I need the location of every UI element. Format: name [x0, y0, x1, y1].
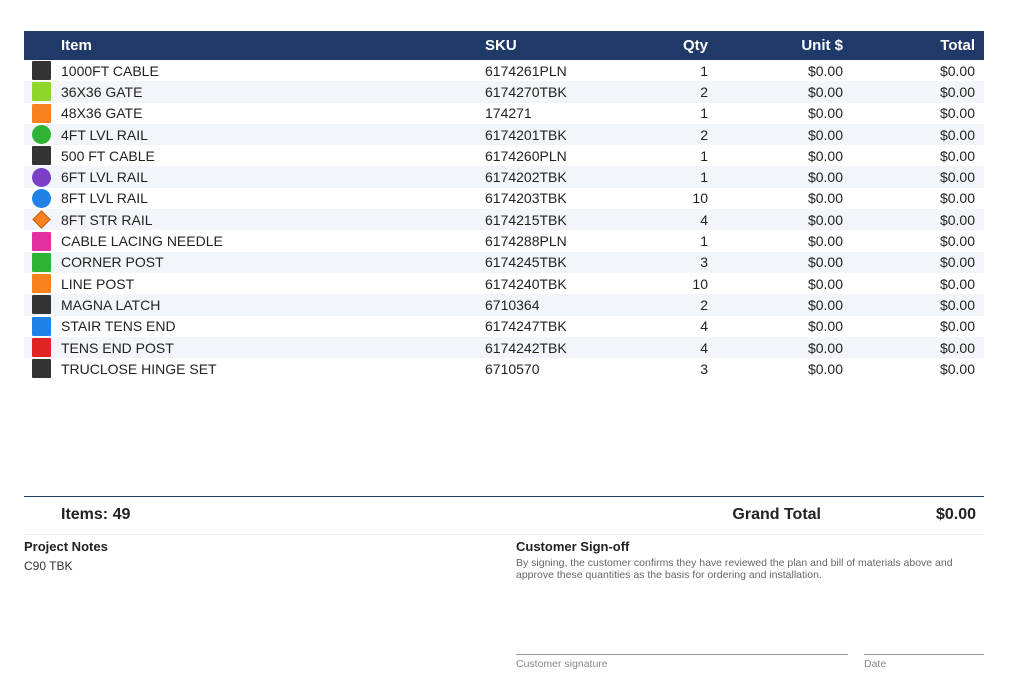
signoff-title: Customer Sign-off — [516, 539, 630, 554]
table-row — [24, 103, 984, 124]
sku-cell: 6174261PLN — [485, 62, 567, 79]
unit-price-column-header: Unit $ — [716, 31, 852, 60]
item-column-header: Item — [61, 31, 485, 60]
square-swatch-icon — [32, 274, 51, 293]
swatch-cell — [24, 60, 61, 81]
sku-cell: 6174260PLN — [485, 147, 567, 164]
qty-cell: 1 — [700, 62, 708, 79]
table-row — [24, 358, 984, 379]
item-cell: CABLE LACING NEEDLE — [61, 233, 223, 250]
qty-cell: 2 — [617, 81, 716, 102]
signoff-text: By signing, the customer confirms they have reviewed the plan and bill of materials above and approve these quantities as the basis for ordering and installation. — [516, 557, 953, 581]
swatch-cell — [24, 81, 61, 102]
total-cell: $0.00 — [939, 275, 975, 292]
qty-cell: 1 — [700, 105, 708, 122]
qty-cell: 1 — [617, 166, 716, 187]
square-swatch-icon — [32, 338, 51, 357]
square-swatch-icon — [32, 295, 51, 314]
unit-price-cell: $0.00 — [807, 147, 843, 164]
item-cell: 36X36 GATE — [61, 81, 485, 102]
total-cell: $0.00 — [852, 337, 984, 358]
sku-cell: 6174288PLN — [485, 233, 567, 250]
qty-cell: 4 — [617, 209, 716, 230]
total-cell: $0.00 — [939, 105, 975, 122]
qty-cell: 4 — [700, 318, 708, 335]
signature-label: Customer signature — [516, 658, 608, 670]
total-cell: $0.00 — [852, 209, 984, 230]
square-swatch-icon — [32, 232, 51, 251]
qty-column-header: Qty — [617, 31, 716, 60]
swatch-cell — [24, 124, 61, 145]
unit-price-cell: $0.00 — [716, 209, 852, 230]
unit-price-cell: $0.00 — [807, 318, 843, 335]
sku-cell: 6174247TBK — [485, 318, 567, 335]
total-cell: $0.00 — [939, 233, 975, 250]
signature-line[interactable] — [516, 654, 848, 655]
date-label: Date — [864, 658, 887, 670]
sku-cell: 6174201TBK — [485, 124, 617, 145]
qty-cell: 1 — [700, 147, 708, 164]
summary-divider — [24, 496, 984, 497]
swatch-cell — [24, 209, 61, 230]
item-cell: 8FT STR RAIL — [61, 209, 485, 230]
qty-cell: 2 — [617, 124, 716, 145]
unit-price-cell: $0.00 — [807, 190, 843, 207]
item-cell: TRUCLOSE HINGE SET — [61, 360, 217, 377]
sku-cell: 174271 — [485, 105, 532, 122]
total-cell: $0.00 — [939, 360, 975, 377]
total-column-header: Total — [852, 31, 984, 60]
square-swatch-icon — [32, 253, 51, 272]
project-notes-title: Project Notes — [24, 539, 108, 554]
item-cell: STAIR TENS END — [61, 318, 176, 335]
sku-cell: 6174270TBK — [485, 81, 617, 102]
sku-cell: 6174242TBK — [485, 337, 617, 358]
sku-cell: 6174202TBK — [485, 166, 617, 187]
table-row — [24, 188, 984, 209]
swatch-cell — [24, 103, 61, 124]
qty-cell: 4 — [617, 337, 716, 358]
circle-swatch-icon — [32, 189, 51, 208]
item-cell: 6FT LVL RAIL — [61, 166, 485, 187]
grand-total-value: $0.00 — [935, 506, 976, 523]
date-line[interactable] — [864, 654, 984, 655]
total-cell: $0.00 — [852, 252, 984, 273]
table-row — [24, 252, 984, 273]
total-cell: $0.00 — [852, 294, 984, 315]
unit-price-cell: $0.00 — [716, 81, 852, 102]
table-row — [24, 60, 984, 81]
circle-swatch-icon — [32, 168, 51, 187]
qty-cell: 3 — [617, 252, 716, 273]
swatch-cell — [24, 230, 61, 251]
unit-price-cell: $0.00 — [807, 62, 843, 79]
table-row — [24, 337, 984, 358]
sku-cell: 6710364 — [485, 294, 617, 315]
total-cell: $0.00 — [852, 166, 984, 187]
unit-price-cell: $0.00 — [716, 252, 852, 273]
unit-price-cell: $0.00 — [716, 294, 852, 315]
sku-cell: 6174240TBK — [485, 275, 567, 292]
swatch-cell — [24, 358, 61, 379]
swatch-cell — [24, 273, 61, 294]
sku-cell: 6710570 — [485, 360, 540, 377]
swatch-cell — [24, 166, 61, 187]
item-cell: MAGNA LATCH — [61, 294, 485, 315]
square-swatch-icon — [32, 317, 51, 336]
square-swatch-icon — [32, 104, 51, 123]
square-swatch-icon — [32, 61, 51, 80]
table-row — [24, 166, 984, 187]
swatch-cell — [24, 188, 61, 209]
total-cell: $0.00 — [939, 190, 975, 207]
swatch-header — [24, 31, 61, 60]
swatch-cell — [24, 316, 61, 337]
item-cell: 48X36 GATE — [61, 105, 143, 122]
square-swatch-icon — [32, 82, 51, 101]
sku-cell: 6174245TBK — [485, 252, 617, 273]
unit-price-cell: $0.00 — [716, 337, 852, 358]
item-count: Items: 49 — [61, 506, 131, 523]
unit-price-cell: $0.00 — [807, 275, 843, 292]
sku-column-header: SKU — [485, 31, 617, 60]
qty-cell: 2 — [617, 294, 716, 315]
item-cell: TENS END POST — [61, 337, 485, 358]
square-swatch-icon — [32, 359, 51, 378]
total-cell: $0.00 — [852, 81, 984, 102]
grand-total-label: Grand Total — [732, 506, 821, 523]
item-cell: 4FT LVL RAIL — [61, 124, 485, 145]
item-cell: 8FT LVL RAIL — [61, 190, 148, 207]
table-row — [24, 81, 984, 102]
total-cell: $0.00 — [939, 62, 975, 79]
unit-price-cell: $0.00 — [716, 166, 852, 187]
circle-swatch-icon — [32, 125, 51, 144]
square-swatch-icon — [32, 146, 51, 165]
item-cell: LINE POST — [61, 275, 135, 292]
qty-cell: 10 — [692, 190, 708, 207]
project-notes-text: C90 TBK — [24, 559, 73, 573]
table-row — [24, 230, 984, 251]
qty-cell: 10 — [692, 275, 708, 292]
item-cell: CORNER POST — [61, 252, 485, 273]
swatch-cell — [24, 252, 61, 273]
sku-cell: 6174203TBK — [485, 190, 567, 207]
table-row — [24, 273, 984, 294]
diamond-swatch-icon — [32, 211, 50, 229]
item-cell: 500 FT CABLE — [61, 147, 155, 164]
swatch-cell — [24, 145, 61, 166]
unit-price-cell: $0.00 — [807, 233, 843, 250]
total-cell: $0.00 — [939, 147, 975, 164]
table-row — [24, 209, 984, 230]
item-cell: 1000FT CABLE — [61, 62, 159, 79]
swatch-cell — [24, 294, 61, 315]
table-row — [24, 316, 984, 337]
total-cell: $0.00 — [852, 124, 984, 145]
total-cell: $0.00 — [939, 318, 975, 335]
qty-cell: 1 — [700, 233, 708, 250]
table-row — [24, 294, 984, 315]
summary-row — [24, 502, 984, 535]
table-row — [24, 145, 984, 166]
bill-of-materials-table — [24, 31, 984, 379]
table-header-row — [24, 31, 984, 60]
sku-cell: 6174215TBK — [485, 209, 617, 230]
unit-price-cell: $0.00 — [716, 124, 852, 145]
qty-cell: 3 — [700, 360, 708, 377]
unit-price-cell: $0.00 — [807, 105, 843, 122]
table-row — [24, 124, 984, 145]
unit-price-cell: $0.00 — [807, 360, 843, 377]
swatch-cell — [24, 337, 61, 358]
